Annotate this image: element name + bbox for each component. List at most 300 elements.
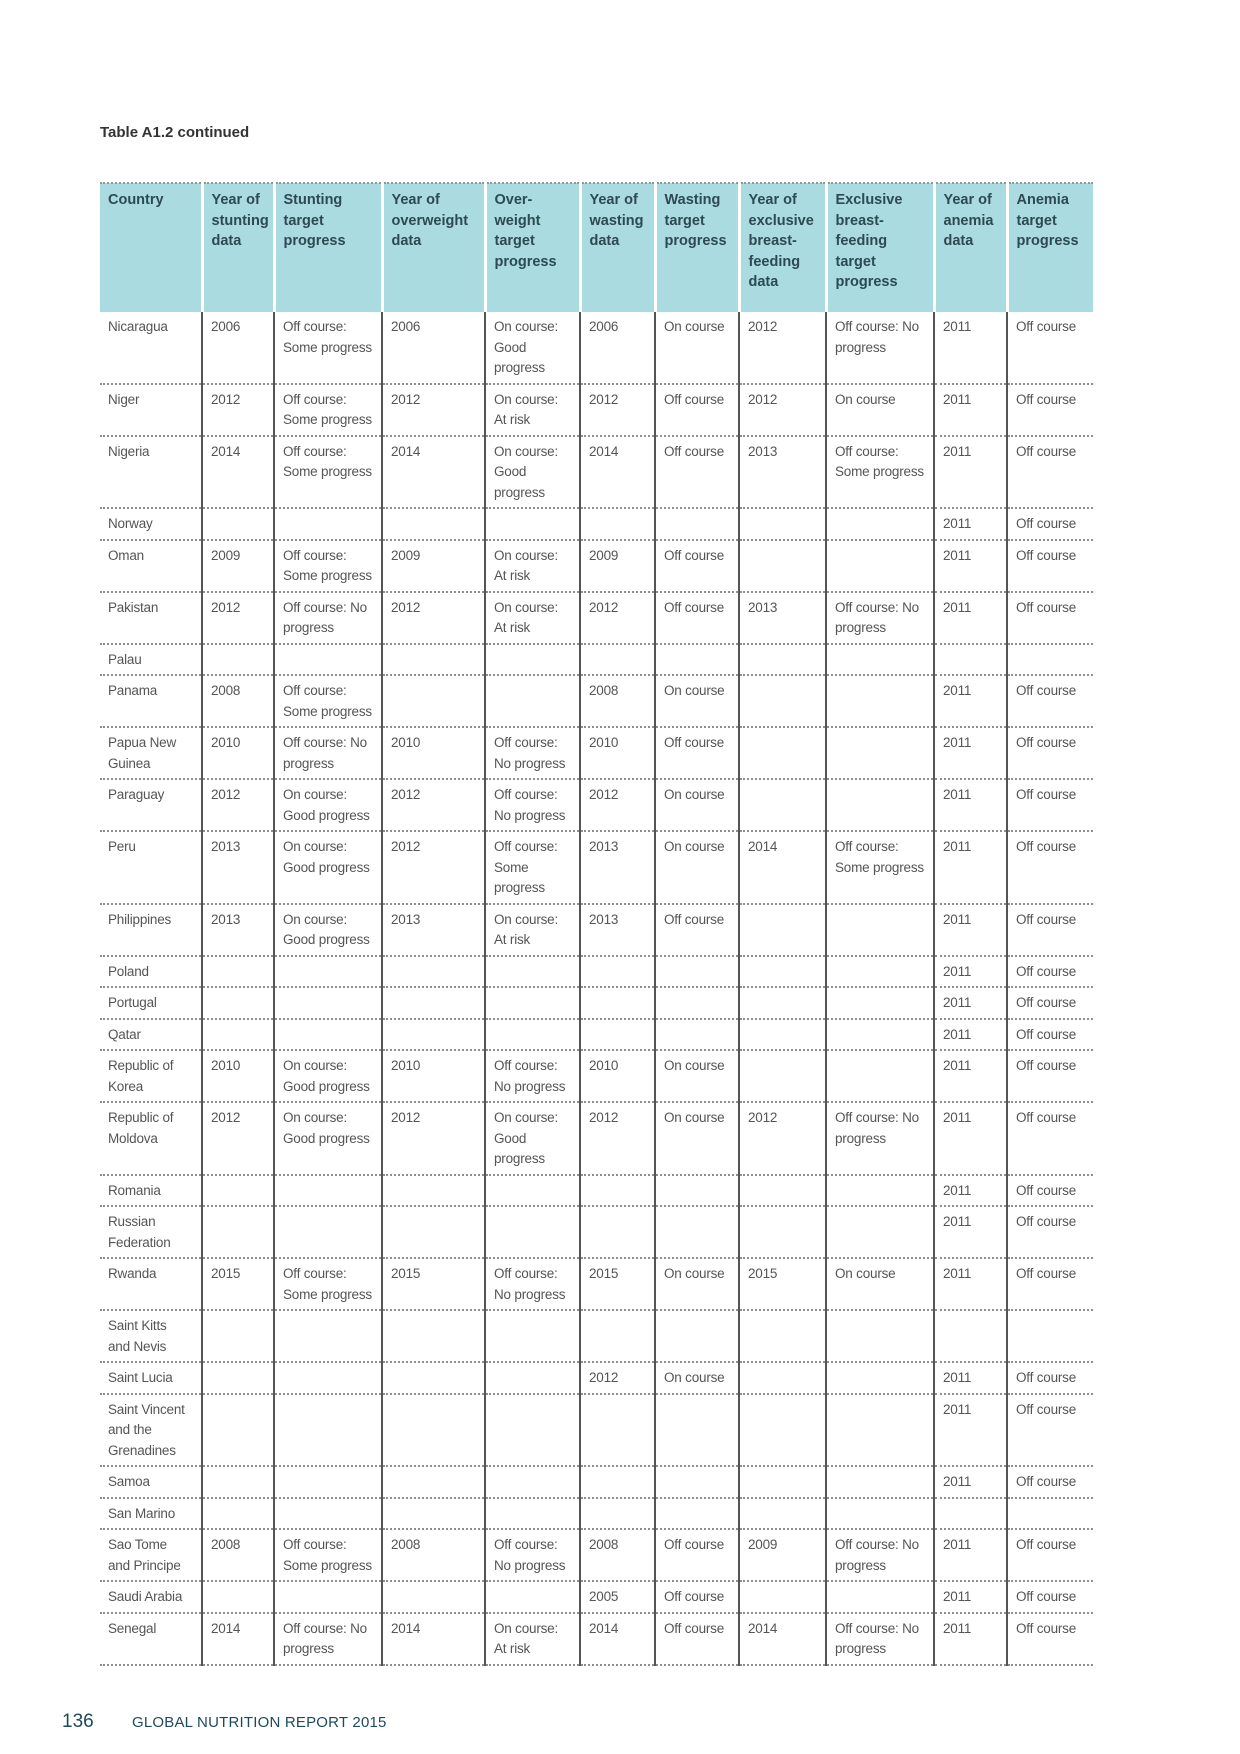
cell-year-anemia: 2011 — [934, 1050, 1007, 1102]
cell-overweight-progress: Off course: Some progress — [485, 831, 580, 904]
cell-year-breastfeeding — [739, 956, 826, 988]
cell-year-wasting: 2008 — [580, 1529, 655, 1581]
cell-year-stunting: 2014 — [202, 1613, 274, 1665]
cell-year-wasting: 2015 — [580, 1258, 655, 1310]
table-row — [100, 1466, 1093, 1498]
cell-wasting-progress: On course — [655, 1258, 739, 1310]
cell-anemia-progress: Off course — [1007, 436, 1093, 509]
cell-country: Palau — [100, 644, 202, 676]
cell-wasting-progress — [655, 1394, 739, 1467]
cell-year-stunting: 2010 — [202, 727, 274, 779]
cell-country: Republic of Moldova — [100, 1102, 202, 1175]
cell-stunting-progress — [274, 508, 382, 540]
cell-year-wasting — [580, 644, 655, 676]
column-header-year-breastfeeding: Year of exclusive breast- feeding data — [739, 183, 826, 312]
cell-year-overweight — [382, 1175, 485, 1207]
table-row — [100, 1019, 1093, 1051]
cell-year-breastfeeding — [739, 1362, 826, 1394]
cell-year-anemia: 2011 — [934, 1102, 1007, 1175]
cell-breastfeeding-progress — [826, 1206, 934, 1258]
cell-country: Saint Vincent and the Grenadines — [100, 1394, 202, 1467]
cell-country: Qatar — [100, 1019, 202, 1051]
column-header-stunting-progress: Stunting target progress — [274, 183, 382, 312]
cell-stunting-progress — [274, 1466, 382, 1498]
cell-year-stunting — [202, 1581, 274, 1613]
cell-year-stunting — [202, 644, 274, 676]
cell-year-anemia — [934, 1310, 1007, 1362]
cell-overweight-progress: Off course: No progress — [485, 1258, 580, 1310]
cell-wasting-progress: Off course — [655, 384, 739, 436]
cell-overweight-progress — [485, 987, 580, 1019]
cell-stunting-progress — [274, 1581, 382, 1613]
cell-wasting-progress — [655, 1498, 739, 1530]
table-row — [100, 831, 1093, 904]
table-row — [100, 1102, 1093, 1175]
cell-year-overweight — [382, 675, 485, 727]
cell-stunting-progress: Off course: No progress — [274, 727, 382, 779]
cell-anemia-progress: Off course — [1007, 1466, 1093, 1498]
cell-year-anemia — [934, 1498, 1007, 1530]
cell-breastfeeding-progress — [826, 1362, 934, 1394]
cell-breastfeeding-progress: Off course: Some progress — [826, 436, 934, 509]
cell-year-overweight — [382, 1019, 485, 1051]
column-header-year-wasting: Year of wasting data — [580, 183, 655, 312]
cell-year-wasting: 2009 — [580, 540, 655, 592]
cell-country: Nigeria — [100, 436, 202, 509]
table-row — [100, 1581, 1093, 1613]
cell-year-breastfeeding: 2012 — [739, 384, 826, 436]
cell-year-breastfeeding — [739, 779, 826, 831]
cell-wasting-progress: On course — [655, 1362, 739, 1394]
cell-breastfeeding-progress: Off course: No progress — [826, 1529, 934, 1581]
cell-breastfeeding-progress: Off course: No progress — [826, 592, 934, 644]
cell-country: Rwanda — [100, 1258, 202, 1310]
cell-stunting-progress — [274, 1206, 382, 1258]
cell-year-anemia: 2011 — [934, 1175, 1007, 1207]
cell-anemia-progress: Off course — [1007, 675, 1093, 727]
cell-anemia-progress: Off course — [1007, 1581, 1093, 1613]
cell-wasting-progress: Off course — [655, 436, 739, 509]
cell-year-wasting — [580, 1394, 655, 1467]
cell-year-stunting: 2012 — [202, 1102, 274, 1175]
cell-year-breastfeeding: 2012 — [739, 312, 826, 384]
cell-breastfeeding-progress — [826, 644, 934, 676]
page-number: 136 — [62, 1711, 94, 1732]
cell-year-stunting: 2014 — [202, 436, 274, 509]
cell-overweight-progress: On course: Good progress — [485, 312, 580, 384]
cell-stunting-progress: On course: Good progress — [274, 1050, 382, 1102]
cell-overweight-progress: On course: At risk — [485, 592, 580, 644]
table-title: Table A1.2 continued — [100, 124, 250, 141]
column-header-anemia-progress: Anemia target progress — [1007, 183, 1093, 312]
cell-year-stunting: 2012 — [202, 592, 274, 644]
cell-breastfeeding-progress — [826, 987, 934, 1019]
cell-overweight-progress — [485, 1498, 580, 1530]
cell-year-anemia: 2011 — [934, 1206, 1007, 1258]
cell-country: Russian Federation — [100, 1206, 202, 1258]
cell-country: Republic of Korea — [100, 1050, 202, 1102]
cell-year-breastfeeding: 2014 — [739, 1613, 826, 1665]
cell-overweight-progress: On course: Good progress — [485, 1102, 580, 1175]
cell-breastfeeding-progress — [826, 508, 934, 540]
cell-year-breastfeeding: 2013 — [739, 436, 826, 509]
cell-year-breastfeeding — [739, 727, 826, 779]
cell-anemia-progress: Off course — [1007, 508, 1093, 540]
cell-year-stunting: 2012 — [202, 384, 274, 436]
cell-stunting-progress: Off course: Some progress — [274, 312, 382, 384]
cell-year-wasting — [580, 1206, 655, 1258]
cell-year-anemia: 2011 — [934, 1529, 1007, 1581]
column-header-wasting-progress: Wasting target progress — [655, 183, 739, 312]
cell-year-wasting — [580, 1019, 655, 1051]
cell-wasting-progress: On course — [655, 312, 739, 384]
cell-year-wasting: 2006 — [580, 312, 655, 384]
cell-year-stunting — [202, 987, 274, 1019]
cell-year-wasting: 2014 — [580, 1613, 655, 1665]
cell-year-breastfeeding — [739, 1175, 826, 1207]
cell-anemia-progress — [1007, 644, 1093, 676]
cell-year-stunting: 2013 — [202, 831, 274, 904]
cell-breastfeeding-progress — [826, 1019, 934, 1051]
cell-year-breastfeeding — [739, 1466, 826, 1498]
cell-year-overweight: 2012 — [382, 779, 485, 831]
table-row — [100, 592, 1093, 644]
cell-stunting-progress — [274, 1175, 382, 1207]
cell-year-anemia: 2011 — [934, 831, 1007, 904]
column-header-year-anemia: Year of anemia data — [934, 183, 1007, 312]
cell-country: Pakistan — [100, 592, 202, 644]
table-row — [100, 1362, 1093, 1394]
cell-year-breastfeeding — [739, 1581, 826, 1613]
table-row — [100, 1529, 1093, 1581]
cell-overweight-progress — [485, 644, 580, 676]
cell-breastfeeding-progress: Off course: No progress — [826, 1613, 934, 1665]
cell-year-breastfeeding — [739, 540, 826, 592]
cell-year-wasting: 2012 — [580, 1102, 655, 1175]
cell-country: Romania — [100, 1175, 202, 1207]
cell-year-breastfeeding — [739, 1310, 826, 1362]
cell-year-anemia: 2011 — [934, 1362, 1007, 1394]
cell-year-stunting: 2013 — [202, 904, 274, 956]
cell-wasting-progress: Off course — [655, 1581, 739, 1613]
cell-year-stunting: 2009 — [202, 540, 274, 592]
cell-stunting-progress: Off course: Some progress — [274, 436, 382, 509]
cell-year-breastfeeding — [739, 1394, 826, 1467]
table-row — [100, 508, 1093, 540]
cell-wasting-progress — [655, 956, 739, 988]
cell-breastfeeding-progress: On course — [826, 1258, 934, 1310]
cell-year-wasting: 2005 — [580, 1581, 655, 1613]
report-title: GLOBAL NUTRITION REPORT 2015 — [132, 1714, 387, 1731]
cell-anemia-progress: Off course — [1007, 1613, 1093, 1665]
cell-overweight-progress — [485, 1581, 580, 1613]
cell-overweight-progress: Off course: No progress — [485, 1529, 580, 1581]
cell-country: Saint Lucia — [100, 1362, 202, 1394]
cell-stunting-progress: Off course: Some progress — [274, 1258, 382, 1310]
cell-year-anemia: 2011 — [934, 1258, 1007, 1310]
cell-year-overweight — [382, 987, 485, 1019]
table-row — [100, 727, 1093, 779]
cell-year-breastfeeding: 2015 — [739, 1258, 826, 1310]
cell-year-breastfeeding — [739, 508, 826, 540]
cell-year-stunting — [202, 1466, 274, 1498]
cell-year-breastfeeding — [739, 987, 826, 1019]
table-row — [100, 436, 1093, 509]
cell-wasting-progress: On course — [655, 675, 739, 727]
cell-anemia-progress: Off course — [1007, 1529, 1093, 1581]
cell-year-breastfeeding — [739, 904, 826, 956]
cell-overweight-progress — [485, 1394, 580, 1467]
cell-year-overweight: 2008 — [382, 1529, 485, 1581]
cell-breastfeeding-progress — [826, 1310, 934, 1362]
cell-year-stunting: 2008 — [202, 1529, 274, 1581]
cell-anemia-progress: Off course — [1007, 987, 1093, 1019]
cell-year-stunting — [202, 1206, 274, 1258]
cell-wasting-progress — [655, 1175, 739, 1207]
cell-anemia-progress: Off course — [1007, 1394, 1093, 1467]
cell-anemia-progress: Off course — [1007, 904, 1093, 956]
cell-wasting-progress: Off course — [655, 540, 739, 592]
cell-year-anemia: 2011 — [934, 592, 1007, 644]
cell-year-breastfeeding — [739, 644, 826, 676]
cell-year-wasting: 2012 — [580, 1362, 655, 1394]
cell-year-anemia: 2011 — [934, 1466, 1007, 1498]
cell-year-overweight: 2012 — [382, 384, 485, 436]
cell-anemia-progress: Off course — [1007, 1206, 1093, 1258]
table-row — [100, 904, 1093, 956]
cell-breastfeeding-progress: Off course: Some progress — [826, 831, 934, 904]
cell-year-overweight: 2006 — [382, 312, 485, 384]
cell-year-overweight: 2012 — [382, 1102, 485, 1175]
table-row — [100, 1498, 1093, 1530]
cell-year-overweight: 2014 — [382, 1613, 485, 1665]
table-row — [100, 1175, 1093, 1207]
cell-year-overweight: 2012 — [382, 592, 485, 644]
cell-stunting-progress: Off course: No progress — [274, 592, 382, 644]
cell-year-anemia: 2011 — [934, 1613, 1007, 1665]
cell-country: Philippines — [100, 904, 202, 956]
cell-year-wasting: 2012 — [580, 592, 655, 644]
cell-country: Niger — [100, 384, 202, 436]
cell-year-anemia: 2011 — [934, 779, 1007, 831]
cell-breastfeeding-progress — [826, 675, 934, 727]
cell-year-stunting — [202, 956, 274, 988]
cell-breastfeeding-progress — [826, 904, 934, 956]
cell-year-anemia: 2011 — [934, 956, 1007, 988]
cell-overweight-progress: Off course: No progress — [485, 727, 580, 779]
cell-year-overweight: 2015 — [382, 1258, 485, 1310]
cell-year-anemia: 2011 — [934, 384, 1007, 436]
cell-country: Oman — [100, 540, 202, 592]
cell-anemia-progress: Off course — [1007, 312, 1093, 384]
cell-breastfeeding-progress: Off course: No progress — [826, 1102, 934, 1175]
cell-country: Saint Kitts and Nevis — [100, 1310, 202, 1362]
table-header-row — [100, 183, 1093, 312]
cell-year-breastfeeding — [739, 675, 826, 727]
cell-anemia-progress: Off course — [1007, 540, 1093, 592]
cell-anemia-progress — [1007, 1310, 1093, 1362]
cell-country: Sao Tome and Principe — [100, 1529, 202, 1581]
table-row — [100, 384, 1093, 436]
cell-year-stunting — [202, 1019, 274, 1051]
cell-stunting-progress: Off course: Some progress — [274, 384, 382, 436]
cell-year-wasting: 2012 — [580, 384, 655, 436]
cell-country: Portugal — [100, 987, 202, 1019]
cell-overweight-progress — [485, 508, 580, 540]
cell-anemia-progress: Off course — [1007, 1019, 1093, 1051]
cell-wasting-progress: On course — [655, 831, 739, 904]
table-row — [100, 1310, 1093, 1362]
cell-year-overweight — [382, 1498, 485, 1530]
cell-stunting-progress — [274, 1362, 382, 1394]
cell-year-stunting — [202, 1394, 274, 1467]
cell-overweight-progress: Off course: No progress — [485, 1050, 580, 1102]
column-header-breastfeeding-progress: Exclusive breast- feeding target progress — [826, 183, 934, 312]
cell-year-stunting: 2006 — [202, 312, 274, 384]
cell-anemia-progress: Off course — [1007, 1362, 1093, 1394]
cell-overweight-progress — [485, 1362, 580, 1394]
cell-breastfeeding-progress — [826, 1050, 934, 1102]
progress-table — [100, 182, 1093, 1666]
cell-wasting-progress: Off course — [655, 1529, 739, 1581]
cell-anemia-progress: Off course — [1007, 384, 1093, 436]
cell-year-anemia: 2011 — [934, 540, 1007, 592]
cell-year-overweight — [382, 1394, 485, 1467]
cell-year-wasting — [580, 1498, 655, 1530]
cell-year-breastfeeding: 2013 — [739, 592, 826, 644]
cell-year-anemia: 2011 — [934, 1019, 1007, 1051]
cell-year-overweight: 2013 — [382, 904, 485, 956]
cell-anemia-progress: Off course — [1007, 727, 1093, 779]
cell-wasting-progress: On course — [655, 1050, 739, 1102]
cell-wasting-progress — [655, 1310, 739, 1362]
cell-wasting-progress — [655, 508, 739, 540]
cell-wasting-progress — [655, 1019, 739, 1051]
cell-stunting-progress: Off course: Some progress — [274, 675, 382, 727]
table-row — [100, 779, 1093, 831]
cell-year-anemia: 2011 — [934, 675, 1007, 727]
table-row — [100, 644, 1093, 676]
cell-year-wasting: 2013 — [580, 904, 655, 956]
cell-overweight-progress — [485, 675, 580, 727]
cell-country: Norway — [100, 508, 202, 540]
cell-country: Peru — [100, 831, 202, 904]
cell-year-stunting: 2008 — [202, 675, 274, 727]
cell-year-stunting — [202, 1310, 274, 1362]
cell-year-wasting — [580, 987, 655, 1019]
table-row — [100, 1613, 1093, 1665]
cell-stunting-progress — [274, 1019, 382, 1051]
cell-year-overweight — [382, 1206, 485, 1258]
cell-overweight-progress — [485, 1206, 580, 1258]
cell-year-anemia: 2011 — [934, 904, 1007, 956]
cell-year-anemia: 2011 — [934, 312, 1007, 384]
cell-stunting-progress — [274, 1310, 382, 1362]
cell-overweight-progress: On course: At risk — [485, 540, 580, 592]
cell-stunting-progress: On course: Good progress — [274, 1102, 382, 1175]
cell-breastfeeding-progress: Off course: No progress — [826, 312, 934, 384]
cell-country: Paraguay — [100, 779, 202, 831]
cell-overweight-progress: Off course: No progress — [485, 779, 580, 831]
cell-stunting-progress: On course: Good progress — [274, 904, 382, 956]
cell-overweight-progress — [485, 1466, 580, 1498]
cell-overweight-progress — [485, 1175, 580, 1207]
cell-year-breastfeeding: 2014 — [739, 831, 826, 904]
cell-stunting-progress: Off course: Some progress — [274, 540, 382, 592]
table-row — [100, 312, 1093, 384]
cell-year-overweight: 2010 — [382, 727, 485, 779]
cell-year-stunting — [202, 508, 274, 540]
cell-year-anemia: 2011 — [934, 1581, 1007, 1613]
table-row — [100, 956, 1093, 988]
cell-year-breastfeeding — [739, 1019, 826, 1051]
cell-stunting-progress: On course: Good progress — [274, 779, 382, 831]
cell-year-overweight: 2014 — [382, 436, 485, 509]
cell-country: San Marino — [100, 1498, 202, 1530]
cell-year-breastfeeding — [739, 1498, 826, 1530]
cell-breastfeeding-progress — [826, 727, 934, 779]
cell-year-wasting — [580, 1466, 655, 1498]
cell-year-stunting: 2015 — [202, 1258, 274, 1310]
cell-breastfeeding-progress — [826, 540, 934, 592]
cell-year-stunting: 2010 — [202, 1050, 274, 1102]
cell-stunting-progress — [274, 1498, 382, 1530]
cell-year-breastfeeding — [739, 1206, 826, 1258]
cell-wasting-progress: Off course — [655, 1613, 739, 1665]
cell-year-wasting — [580, 956, 655, 988]
cell-year-anemia — [934, 644, 1007, 676]
cell-anemia-progress: Off course — [1007, 1258, 1093, 1310]
cell-anemia-progress: Off course — [1007, 1175, 1093, 1207]
cell-breastfeeding-progress — [826, 779, 934, 831]
cell-year-wasting: 2012 — [580, 779, 655, 831]
cell-anemia-progress: Off course — [1007, 1102, 1093, 1175]
cell-stunting-progress — [274, 987, 382, 1019]
cell-wasting-progress: Off course — [655, 904, 739, 956]
cell-country: Nicaragua — [100, 312, 202, 384]
cell-country: Senegal — [100, 1613, 202, 1665]
cell-year-wasting — [580, 1175, 655, 1207]
cell-country: Saudi Arabia — [100, 1581, 202, 1613]
cell-stunting-progress: On course: Good progress — [274, 831, 382, 904]
table-row — [100, 1050, 1093, 1102]
cell-year-anemia: 2011 — [934, 1394, 1007, 1467]
cell-overweight-progress — [485, 1310, 580, 1362]
cell-stunting-progress — [274, 956, 382, 988]
cell-year-wasting: 2010 — [580, 1050, 655, 1102]
cell-year-wasting: 2010 — [580, 727, 655, 779]
cell-year-overweight: 2009 — [382, 540, 485, 592]
cell-anemia-progress: Off course — [1007, 831, 1093, 904]
cell-country: Panama — [100, 675, 202, 727]
cell-breastfeeding-progress — [826, 1466, 934, 1498]
cell-year-breastfeeding — [739, 1050, 826, 1102]
cell-year-breastfeeding: 2009 — [739, 1529, 826, 1581]
cell-wasting-progress: Off course — [655, 592, 739, 644]
cell-year-overweight — [382, 956, 485, 988]
cell-overweight-progress: On course: Good progress — [485, 436, 580, 509]
cell-year-wasting: 2008 — [580, 675, 655, 727]
cell-stunting-progress: Off course: No progress — [274, 1613, 382, 1665]
table-row — [100, 1206, 1093, 1258]
cell-breastfeeding-progress — [826, 1175, 934, 1207]
cell-year-overweight: 2012 — [382, 831, 485, 904]
column-header-year-stunting: Year of stunting data — [202, 183, 274, 312]
cell-wasting-progress: Off course — [655, 727, 739, 779]
cell-year-wasting — [580, 508, 655, 540]
cell-year-wasting — [580, 1310, 655, 1362]
cell-year-stunting — [202, 1175, 274, 1207]
